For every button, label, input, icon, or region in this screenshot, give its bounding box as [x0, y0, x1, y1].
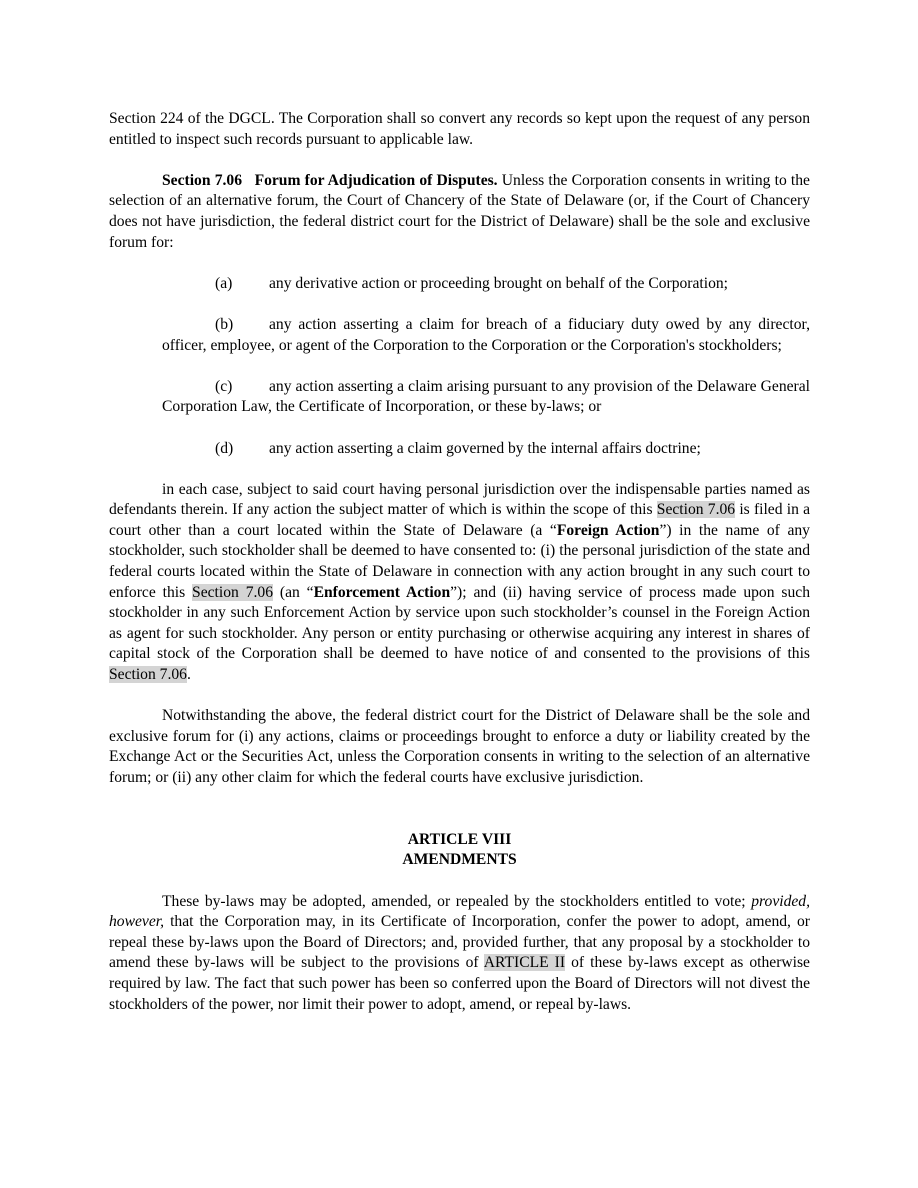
- defined-term: Enforcement Action: [313, 583, 451, 601]
- text-run: of these by-laws except as otherwise required by law. The fact that such power has been so conferred upon the Board of Directors will not divest the stockholders of the power, nor limit their power to adopt, amend, or repeal by-laws.: [109, 954, 810, 1013]
- text-run: (an “: [273, 583, 314, 601]
- list-item-a: [162, 274, 810, 295]
- article-subtitle: AMENDMENTS: [402, 851, 517, 869]
- section-7-06-paragraph: [109, 171, 810, 253]
- section-link[interactable]: Section 7.06: [656, 501, 736, 519]
- text-run: .: [186, 666, 191, 684]
- list-item-d: [162, 439, 810, 460]
- section-heading: Forum for Adjudication of Disputes.: [254, 171, 498, 189]
- text-run: ”); and (ii) having service of process made upon such stockholder in any such Enforcement Action by service upon such stockholder’s counsel in the Foreign Action as agent for such stockholder. Any person or entity purchasing or otherwise acquiring any interest in shares of capital stock of the Corporation shall be deemed to have notice of and consented to the provisions of this: [109, 583, 810, 663]
- intro-paragraph: Section 224 of the DGCL. The Corporation shall so convert any records so kept upon the request of any person entitled to inspect such records pursuant to applicable law.: [109, 110, 810, 148]
- list-item-b: [162, 315, 810, 356]
- item-text: any action asserting a claim for breach of a fiduciary duty owed by any director, officer, employee, or agent of the Corporation to the Corporation or the Corporation's stockholders;: [162, 315, 810, 354]
- article-title: ARTICLE VIII: [407, 830, 512, 848]
- item-label: (a): [215, 274, 233, 292]
- item-text: any action asserting a claim arising pursuant to any provision of the Delaware General Corporation Law, the Certificate of Incorporation, or these by-laws; or: [162, 377, 810, 416]
- text-run: is filed in a court other than a court located within the State of Delaware (a “: [109, 501, 811, 539]
- notwithstanding-paragraph: Notwithstanding the above, the federal district court for the District of Delaware shall be the sole and exclusive forum for (i) any actions, claims or proceedings brought to enforce a duty or liability created by the Exchange Act or the Securities Act, unless the Corporation consents in writing to the selection of an alternative forum; or (ii) any other claim for which the federal courts have exclusive jurisdiction.: [109, 707, 810, 786]
- section-link[interactable]: Section 7.06: [109, 666, 187, 684]
- italic-phrase: provided, however,: [109, 892, 810, 931]
- text-run: in each case, subject to said court having personal jurisdiction over the indispensable parties named as defendants therein. If any action the subject matter of which is within the scope of this: [109, 480, 810, 519]
- item-label: (d): [215, 439, 234, 457]
- item-text: any derivative action or proceeding brought on behalf of the Corporation;: [269, 274, 729, 292]
- item-label: (c): [215, 377, 233, 395]
- amendments-paragraph: [109, 892, 810, 1016]
- text-run: These by-laws may be adopted, amended, or repealed by the stockholders entitled to vote;: [162, 892, 752, 910]
- section-link[interactable]: Section 7.06: [192, 583, 273, 601]
- defined-term: Foreign Action: [556, 521, 660, 539]
- article-link[interactable]: ARTICLE II: [483, 954, 566, 972]
- section-text: Unless the Corporation consents in writing to the selection of an alternative forum, the Court of Chancery of the State of Delaware (or, if the Court of Chancery does not have jurisdiction, the federal district court for the District of Delaware) shall be the sole and exclusive forum for:: [109, 171, 810, 251]
- item-text: any action asserting a claim governed by the internal affairs doctrine;: [269, 439, 701, 457]
- text-run: ”) in the name of any stockholder, such stockholder shall be deemed to have consented to: (i) the personal jurisdiction of the state and federal courts located within the State of Delaware in connection with any action brought in any such court to enforce this: [109, 521, 810, 601]
- list-item-c: [162, 377, 810, 418]
- text-run: that the Corporation may, in its Certificate of Incorporation, confer the power to adopt, amend, or repeal these by-laws upon the Board of Directors; and, provided further, that any proposal by a stockholder to amend these by-laws will be subject to the provisions of: [109, 913, 810, 972]
- section-number: Section 7.06: [162, 171, 242, 189]
- item-label: (b): [215, 315, 234, 333]
- each-case-paragraph: [109, 480, 810, 686]
- document-page: [109, 109, 810, 1015]
